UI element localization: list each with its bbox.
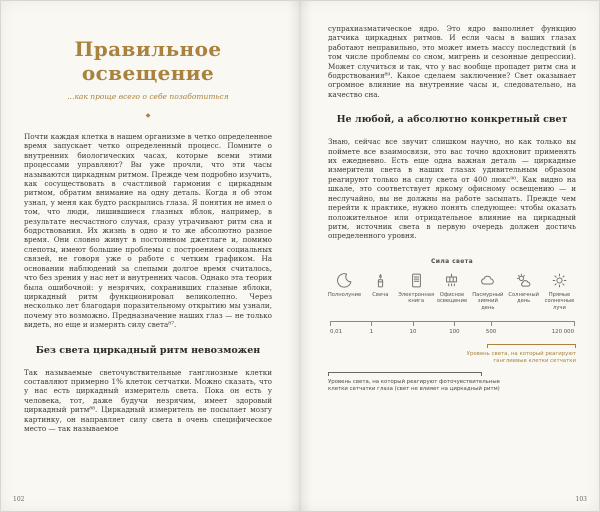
axis-tick-label: 1: [369, 328, 374, 335]
ganglion-range-bracket: [487, 344, 576, 348]
photoreceptor-range-bracket: [328, 372, 482, 376]
ganglion-range-annotation: Уровень света, на который реагируют ганглиевые клетки сетчатки: [466, 350, 576, 364]
chapter-title: Правильное освещение: [74, 37, 222, 85]
paragraph: Знаю, сейчас все звучит слишком научно, но как только вы поймете все взаимосвязи, это вас точно вдохновит применять их ежедневно. Есть еще одна важная деталь — циркадные измерители света в наших глазах удивительным образом реагируют только на силу света от 400 люкс⁹⁰. Как видно на шкале, это соответствует яркому офисному освещению — и неслучайно, вы не должны на работе засыпать. Прежде чем перейти к практике, нужно понять следующее: чтобы оказать положительное или отрицательное влияние на циркадный ритм, источник света в первую очередь должен достичь определенного уровня.: [328, 137, 576, 241]
axis-tick-label: 500: [485, 328, 497, 335]
sun-cloud-icon: [515, 272, 532, 289]
light-source-item: [471, 272, 504, 311]
chapter-subtitle: ...как проще всего о себе позаботиться: [67, 92, 229, 101]
diamond-ornament: ◆: [145, 112, 151, 119]
axis-line: [330, 321, 574, 322]
axis-tick-label: 10: [409, 328, 417, 335]
axis-tick-label: 0,01: [330, 328, 343, 335]
paragraph: Так называемые светочувствительные ганглиозные клетки составляют примерно 1% клеток сетчатки. Можно сказать, что у нас есть циркадный измеритель света. Пока он есть у человека, тот, даже будучи незрячим, имеет здоровый циркадный ритм⁸⁸. Циркадный измеритель не посылает мозгу картинку, он направляет силу света в очень специфическое место — так называемое: [24, 367, 272, 433]
office-light-icon: [443, 272, 460, 289]
section-heading: Не любой, а абсолютно конкретный свет: [336, 114, 568, 126]
candle-icon: [372, 272, 389, 289]
light-scale-axis: [330, 321, 574, 343]
axis-tick: [454, 321, 455, 326]
page-right: [300, 0, 600, 512]
axis-tick: [491, 321, 492, 326]
light-source-label: Пасмурный зимний день: [472, 291, 504, 311]
photoreceptor-range-annotation: Уровень света, на который реагируют фоточувствительные клетки сетчатки глаза (свет не влияет на циркадный ритм): [328, 379, 500, 392]
light-source-label: Прямые солнечные лучи: [544, 291, 575, 311]
paragraph: Почти каждая клетка в нашем организме в четко определенное время запускает четко определенный процесс. Помните о внутренних биологических часах, которые всеми этими процессами управляют? Вы уже прочли, что эти часы называются циркадным ритмом. Прежде чем подробно изучить, как сосуществовать в счастливой гармонии с циркадным ритмом, обратим внимание на одну деталь. Когда я об этом узнал, у меня как будто раскрылись глаза. Я понятия не имел о том, что люди, лишившиеся глазных яблок, например, в результате несчастного случая, сразу утрачивают ритм сна и бодрствования. Их жизнь в одно и то же абсолютно разное время. Они словно живут в постоянном джетлаге и, помимо слепоты, имеют большие проблемы с построением социальных связей, не говоря уже о работе с четким графиком. На основании наблюдений за слепыми долгое время считалось, что без зрения у нас нет и внутренних часов. Однако эта теория была ошибочной: у незрячих, сохранивших глазные яблоки, циркадный ритм функционировал великолепно. Через несколько лет благодаря поразительному открытию мы узнали, почему это возможно. Предназначение наших глаз — не только видеть, но еще и измерять силу света⁸⁷.: [24, 132, 272, 330]
light-sources-row: [328, 272, 576, 311]
light-source-label: Полнолуние: [327, 291, 362, 298]
light-intensity-diagram: [328, 258, 576, 393]
light-source-item: [435, 272, 468, 305]
ebook-icon: [408, 272, 425, 289]
light-source-item: [328, 272, 361, 298]
page-number: 103: [575, 496, 587, 503]
light-source-item: [543, 272, 576, 311]
axis-tick: [413, 321, 414, 326]
moon-icon: [336, 272, 353, 289]
light-source-label: Солнечный день: [508, 291, 539, 305]
light-source-item: [364, 272, 397, 298]
cloud-icon: [479, 272, 496, 289]
light-source-label: Свеча: [372, 291, 389, 298]
light-source-item: [400, 272, 433, 305]
axis-tick: [330, 321, 331, 326]
axis-tick-label: 100: [449, 328, 460, 335]
axis-tick: [574, 321, 575, 326]
light-source-label: Электронная книга: [398, 291, 435, 305]
light-source-item: [507, 272, 540, 305]
axis-tick: [371, 321, 372, 326]
axis-tick-label: 120 000: [551, 328, 574, 335]
light-source-label: Офисное освещение: [436, 291, 468, 305]
page-number: 102: [13, 496, 25, 503]
sun-icon: [551, 272, 568, 289]
section-heading: Без света циркадный ритм невозможен: [35, 344, 261, 356]
chart-title: Сила света: [430, 257, 474, 265]
paragraph: супрахиазматическое ядро. Это ядро выполняет функцию датчика циркадных ритмов. И если часы в ваших глазах работают неправильно, это может иметь массу последствий (в том числе проблемы со сном, мигрень и сезонные депрессии). Может случиться и так, что у вас вообще пропадет ритм сна и бодрствования⁸⁹. Какое сделаем заключение? Свет оказывает огромное влияние на внутренние часы и, следовательно, на качество сна.: [328, 24, 576, 99]
